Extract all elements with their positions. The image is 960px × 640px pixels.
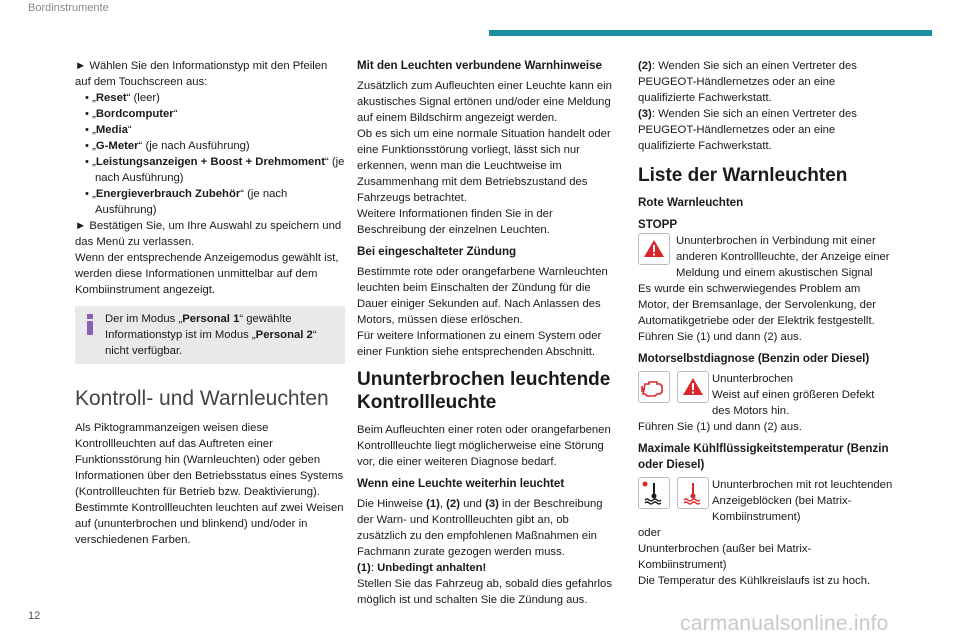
stop-warning-icon: [638, 233, 670, 265]
diag-row: [638, 371, 894, 419]
option-leistung: • „Leistungsanzeigen + Boost + Drehmoment“ (je nach Ausführung): [85, 156, 345, 184]
column-2: [357, 58, 619, 608]
step-confirm: ► Bestätigen Sie, um Ihre Auswahl zu speichern und das Menü zu verlassen.: [75, 220, 342, 248]
paragraph-4: Bestimmte rote oder orangefarbene Warnleuchten leuchten beim Einschalten der Zündung für die Dauer einiger Sekunden auf. Nach Anlassen des Motors, müssen diese erlöschen.: [357, 266, 608, 326]
column-1: [75, 58, 345, 548]
diag-warning-icon: [677, 371, 709, 403]
engine-icon: [638, 371, 670, 403]
stop-paragraph-3: Führen Sie (1) und dann (2) aus.: [638, 331, 802, 343]
coolant-temperature-icon: [638, 477, 670, 509]
temp-paragraph-2: oder: [638, 527, 661, 539]
running-header: Bordinstrumente: [28, 2, 109, 14]
heading-remains-lit: Wenn eine Leuchte weiterhin leuchtet: [357, 477, 565, 490]
diag-line-2: Weist auf einen größeren Defekt des Motors hin.: [712, 389, 875, 417]
option-reset: • „Reset“ (leer): [85, 92, 160, 104]
heading-steady-light: Ununterbrochen leuchtende Kontrollleuchte: [357, 369, 611, 413]
info-text: Der im Modus „Personal 1“ gewählte Informationstyp ist im Modus „Personal 2“ nicht verfügbar.: [105, 313, 317, 357]
paragraph-7: Die Hinweise (1), (2) und (3) in der Beschreibung der Warn- und Kontrollleuchten gibt an, ob zusätzlich zu den empfohlenen Maßnahmen ein Fachmann zurate gezogen werden muss.: [357, 498, 603, 558]
heading-ignition: Bei eingeschalteter Zündung: [357, 245, 517, 258]
temp-paragraph-4: Die Temperatur des Kühlkreislaufs ist zu hoch.: [638, 575, 871, 587]
option-list: [75, 90, 345, 218]
paragraph-3: Weitere Informationen finden Sie in der Beschreibung der einzelnen Leuchten.: [357, 208, 553, 236]
paragraph-8: (1): Unbedingt anhalten!: [357, 562, 487, 574]
paragraph-1: Zusätzlich zum Aufleuchten einer Leuchte kann ein akustisches Signal ertönen und/oder eine Meldung auf einem Bildschirm angezeigt werden.: [357, 80, 612, 124]
section-title: Kontroll- und Warnleuchten: [75, 387, 329, 410]
column-3: [638, 58, 894, 589]
temp-title: Maximale Kühlflüssigkeitstemperatur (Benzin oder Diesel): [638, 442, 889, 471]
coolant-temperature-red-icon: [677, 477, 709, 509]
step-select: ► Wählen Sie den Informationstyp mit den Pfeilen auf dem Touchscreen aus:: [75, 60, 328, 88]
stop-text: Ununterbrochen in Verbindung mit einer anderen Kontrollleuchte, der Anzeige einer Meldung und einem akustischen Signal: [676, 235, 890, 279]
note-3: (3): Wenden Sie sich an einen Vertreter des PEUGEOT-Händlernetzes oder an eine qualifizierte Fachwerkstatt.: [638, 108, 857, 152]
option-gmeter: • „G-Meter“ (je nach Ausführung): [85, 140, 250, 152]
diag-title: Motorselbstdiagnose (Benzin oder Diesel): [638, 352, 870, 365]
info-icon: [83, 312, 97, 336]
header-accent-bar: [489, 30, 932, 36]
temp-row: [638, 477, 894, 525]
option-bordcomputer: • „Bordcomputer“: [85, 108, 178, 120]
stop-row: [638, 233, 894, 281]
option-media: • „Media“: [85, 124, 132, 136]
paragraph-2: Ob es sich um eine normale Situation handelt oder eine Funktionsstörung vorliegt, lässt sich nur erkennen, wenn man die Leuchtweise im Zusammenhang mit dem Betriebszustand des Fahrzeugs betrachtet.: [357, 128, 611, 204]
temp-paragraph-3: Ununterbrochen (außer bei Matrix-Kombiinstrument): [638, 543, 812, 571]
stop-paragraph-2: Es wurde ein schwerwiegendes Problem am Motor, der Bremsanlage, der Servolenkung, der Automatikgetriebe oder der Elektrik festgestellt.: [638, 283, 876, 327]
red-lights-title: Rote Warnleuchten: [638, 196, 744, 209]
info-box: [75, 306, 345, 364]
stop-title: STOPP: [638, 218, 678, 231]
section-text: Als Piktogrammanzeigen weisen diese Kontrollleuchten auf das Auftreten einer Funktionsstörung hin (Warnleuchten) oder geben Informationen über den Betriebsstatus eines Systems (Kontrollleuchten für Betrieb bzw. Deaktivierung). Bestimmte Kontrollleuchten leuchten auf zwei Weisen auf (ununterbrochen und blinkend) und/oder in verschiedenen Farben.: [75, 422, 344, 546]
option-energie: • „Energieverbrauch Zubehör“ (je nach Ausführung): [85, 188, 288, 216]
paragraph-display: Wenn der entsprechende Anzeigemodus gewählt ist, werden diese Informationen unmittelbar auf dem Kombiinstrument angezeigt.: [75, 252, 339, 296]
paragraph-9: Stellen Sie das Fahrzeug ab, sobald dies gefahrlos möglich ist und schalten Sie die Zündung aus.: [357, 578, 612, 606]
paragraph-5: Für weitere Informationen zu einem System oder einer Funktion siehe entsprechenden Abschnitt.: [357, 330, 602, 358]
heading-linked-warnings: Mit den Leuchten verbundene Warnhinweise: [357, 59, 603, 72]
list-title: Liste der Warnleuchten: [638, 165, 848, 186]
diag-line-1: Ununterbrochen: [712, 373, 794, 385]
watermark: carmanualsonline.info: [680, 612, 889, 635]
temp-text: Ununterbrochen mit rot leuchtenden Anzeigeblöcken (bei Matrix-Kombiinstrument): [712, 479, 893, 523]
page-number: 12: [28, 610, 41, 622]
note-2: (2): Wenden Sie sich an einen Vertreter des PEUGEOT-Händlernetzes oder an eine qualifizierte Fachwerkstatt.: [638, 60, 857, 104]
diag-paragraph-2: Führen Sie (1) und dann (2) aus.: [638, 421, 802, 433]
paragraph-6: Beim Aufleuchten einer roten oder orangefarbenen Kontrollleuchte liegt möglicherweise eine Störung vor, die einer weiteren Diagnose bedarf.: [357, 424, 611, 468]
